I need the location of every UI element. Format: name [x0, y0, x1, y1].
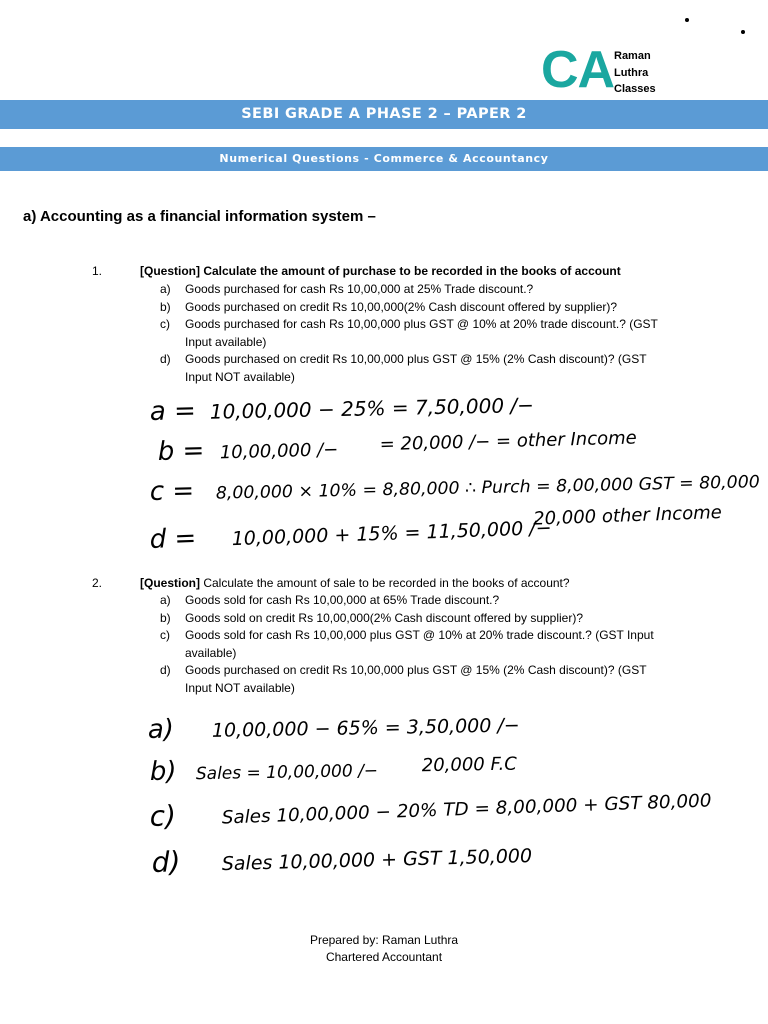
handwritten-work: 8,00,000 × 10% = 8,80,000 ∴ Purch = 8,00,000 GST = 80,000 [215, 472, 751, 504]
logo-line: Raman [614, 50, 651, 62]
item-marker: c) [160, 628, 170, 642]
handwritten-note: 20,000 other Income [532, 502, 723, 530]
question-number: 1. [92, 264, 103, 278]
item-marker: d) [160, 352, 171, 366]
handwritten-work: Sales 10,00,000 − 20% TD = 8,00,000 + GST 80,000 [221, 790, 703, 829]
item-text: Goods purchased for cash Rs 10,00,000 plus GST @ 10% at 20% trade discount.? (GST Input available) [185, 317, 658, 349]
handwritten-label: a) [147, 714, 175, 745]
logo-mark: CA [541, 41, 615, 99]
section-heading: a) Accounting as a financial information system – [23, 208, 376, 225]
handwritten-note: 20,000 F.C [421, 753, 517, 777]
subtitle-banner: Numerical Questions - Commerce & Accountancy [0, 147, 768, 171]
item-text: Goods sold for cash Rs 10,00,000 at 65% Trade discount.? [185, 593, 500, 607]
footer [0, 932, 768, 966]
title-banner: SEBI GRADE A PHASE 2 – PAPER 2 [0, 100, 768, 129]
prepared-by: Prepared by: Raman Luthra [309, 933, 459, 947]
credential: Chartered Accountant [325, 950, 443, 964]
item-text: Goods purchased for cash Rs 10,00,000 at 25% Trade discount.? [185, 282, 534, 296]
handwritten-work: Sales 10,00,000 + GST 1,50,000 [221, 845, 533, 876]
item-marker: b) [160, 610, 171, 625]
handwritten-note: = 20,000 /− = other Income [379, 427, 637, 456]
handwritten-work: 10,00,000 /− [219, 439, 339, 464]
handwritten-work: Sales = 10,00,000 /− [195, 761, 379, 785]
item-text: Goods purchased on credit Rs 10,00,000 plus GST @ 15% (2% Cash discount)? (GST Input NOT available) [185, 663, 647, 695]
handwritten-label: d = [149, 523, 197, 555]
handwritten-work: 10,00,000 − 65% = 3,50,000 /− [211, 714, 520, 742]
handwritten-label: c = [149, 476, 195, 507]
question-number: 2. [92, 576, 103, 590]
item-text: Goods sold on credit Rs 10,00,000(2% Cash discount offered by supplier)? [185, 610, 584, 625]
question-prompt: Calculate the amount of sale to be recorded in the books of account? [200, 576, 570, 590]
handwritten-label: b) [149, 756, 177, 787]
item-text: Goods purchased on credit Rs 10,00,000 plus GST @ 15% (2% Cash discount)? (GST Input NOT available) [185, 352, 647, 384]
question-tag: [Question] [140, 576, 200, 590]
question-tag: [Question] [140, 264, 200, 278]
item-text: Goods purchased on credit Rs 10,00,000(2% Cash discount offered by supplier)? [185, 299, 618, 314]
handwritten-label: d) [151, 845, 181, 879]
item-marker: c) [160, 317, 170, 331]
item-marker: d) [160, 663, 171, 677]
handwritten-work: 10,00,000 + 15% = 11,50,000 /− [231, 516, 552, 551]
handwritten-label: b = [157, 435, 205, 467]
item-marker: b) [160, 299, 171, 314]
item-marker: a) [160, 282, 171, 296]
item-text: Goods sold for cash Rs 10,00,000 plus GST @ 10% at 20% trade discount.? (GST Input available) [185, 628, 654, 660]
logo-line: Luthra [614, 66, 649, 79]
item-marker: a) [160, 593, 171, 607]
handwritten-label: a = [149, 396, 197, 427]
handwritten-work: 10,00,000 − 25% = 7,50,000 /− [209, 392, 535, 424]
handwritten-label: c) [149, 799, 177, 833]
question-prompt: Calculate the amount of purchase to be recorded in the books of account [200, 264, 621, 278]
logo-line: Classes [614, 83, 656, 95]
